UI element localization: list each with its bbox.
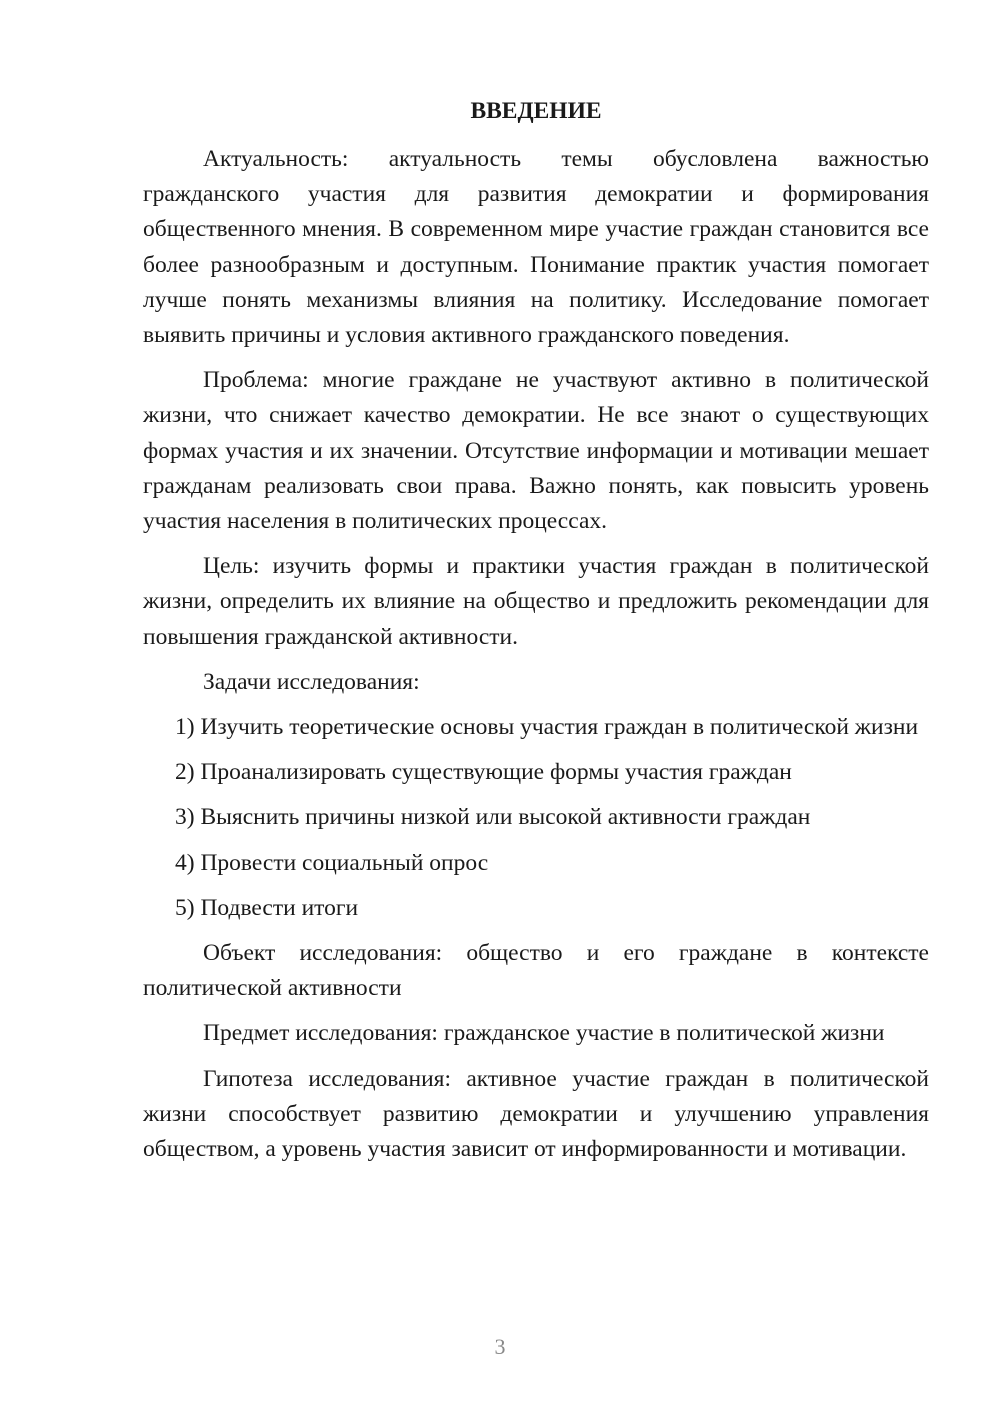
section-title: ВВЕДЕНИЕ [470, 98, 602, 124]
problem-paragraph: Проблема: многие граждане не участвуют активно в политической жизни, что снижает качество демократии. Не все знают о существующих формах участия и их значении. Отсутствие информации и мотивации мешает гражданам реализовать свои права. Важно понять, как повысить уровень участия населения в политических процессах. [143, 367, 929, 535]
hypothesis-paragraph: Гипотеза исследования: активное участие граждан в политической жизни способствует развитию демократии и улучшению управления обществом, а уровень участия зависит от информированности и мотивации. [143, 1065, 929, 1163]
list-item: 5) Подвести итоги [175, 894, 359, 921]
goal-paragraph: Цель: изучить формы и практики участия граждан в политической жизни, определить их влияние на общество и предложить рекомендации для повышения гражданской активности. [143, 553, 929, 650]
tasks-list [143, 710, 929, 926]
relevance-paragraph: Актуальность: актуальность темы обусловлена важностью гражданского участия для развития демократии и формирования общественного мнения. В современном мире участие граждан становится все более разнообразным и доступным. Понимание практик участия помогает лучше понять механизмы влияния на политику. Исследование помогает выявить причины и условия активного гражданского поведения. [143, 146, 929, 349]
list-item: 2) Проанализировать существующие формы участия граждан [175, 759, 792, 786]
list-item: 3) Выяснить причины низкой или высокой активности граждан [175, 804, 811, 831]
page-number: 3 [494, 1334, 506, 1359]
list-item: 1) Изучить теоретические основы участия граждан в политической жизни [175, 714, 919, 741]
page-body [143, 96, 929, 1177]
tasks-heading: Задачи исследования: [203, 668, 420, 695]
list-item: 4) Провести социальный опрос [175, 849, 489, 876]
object-paragraph: Объект исследования: общество и его граждане в контексте политической активности [143, 940, 929, 1002]
subject-paragraph: Предмет исследования: гражданское участие в политической жизни [203, 1020, 885, 1047]
